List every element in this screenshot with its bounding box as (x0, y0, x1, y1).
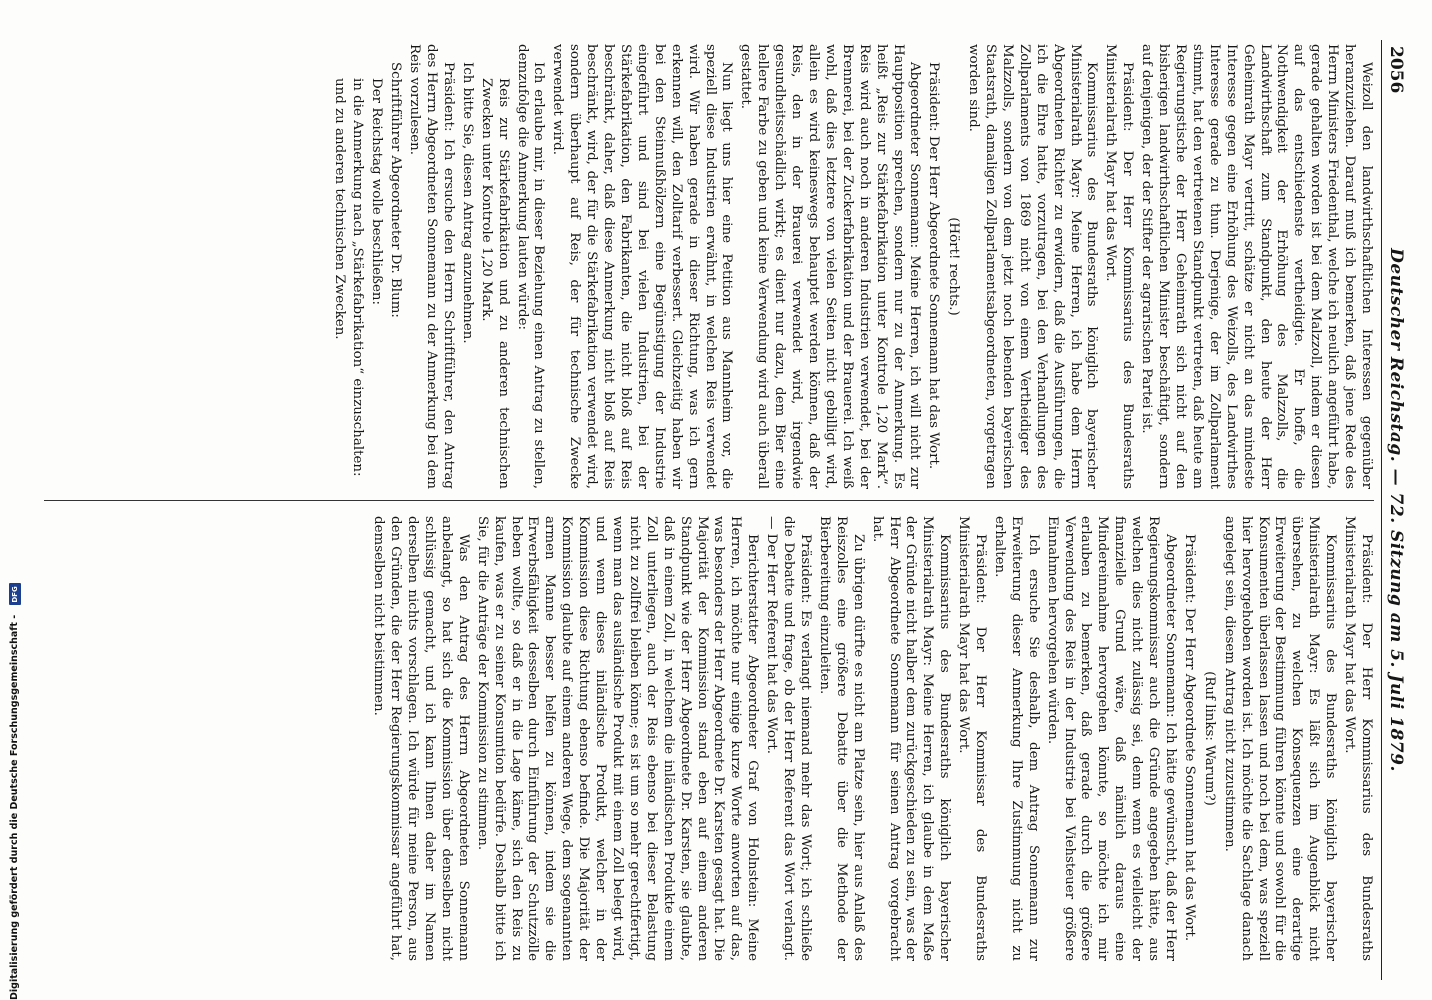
paragraph: Reis zur Stärkefabrikation und zu anderen technischen Zwecken unter Kontrole 1,20 Mark. (478, 78, 511, 489)
paragraph: Präsident: Der Herr Kommissar des Bundesraths Ministerialrath Mayr hat das Wort. (956, 516, 989, 961)
paragraph: (Ruf links: Warum?) (1201, 671, 1217, 806)
rotated-page-content (20, 40, 1410, 980)
paragraph: Abgeordneter Sonnemann: Ich hätte gewünscht, daß der Herr Regierungskommissar auch die Gründe angegeben hätte, aus welchen dies nicht zulässig sei, denn wenn es vielleicht der finanzielle Grund wäre, daß nämlich daraus eine Mindereinnahme hervorgehen könnte, so möchte ich mir erlauben zu bemerken, daß gerade durch die größere Verwendung des Reis in der Industrie bei Viehsteuer größere Einnahmen hervorgehen würden. (1044, 516, 1179, 961)
paragraph: Berichterstatter Abgeordneter Graf von Holnstein: Meine Herren, ich möchte nur einige kurze Worte anworten auf das, was besonders der Herr Abgeordnete Dr. Karsten gesagt hat. Die Majorität der Kommission stand eben auf einem anderen Standpunkt wie der Herr Abgeordnete Dr. Karsten, sie glaubte, daß in einem Zoll, in welchem die inländischen Produkte einem Zoll unterliegen, auch der Reis ebenso bei dieser Belastung nicht zu zollfrei bleiben könne; es ist um so mehr gerechtfertigt, wenn man das ausländische Produkt mit einem Zoll belegt wird, und wenn dieses inländische Produkt, welcher in der Kommission diese Richtung ebenso befinde. Die Majorität der Kommission glaubte auf einem anderen Wege, dem sogenannten armen Manne besser helfen zu können, indem sie die Erwerbsfähigkeit desselben durch Einführung der Schutzzölle heben wollte, so daß er in die Lage käme, sich den Reis zu kaufen, was er zu seiner Konsumtion bedürfe. Deshalb bitte ich Sie, für die Anträge der Kommission zu stimmen. (474, 516, 761, 961)
digitization-footer (6, 0, 24, 1000)
left-text-column (54, 44, 1374, 489)
paragraph: Präsident: Der Herr Kommissarius des Bundesraths Ministerialrath Mayr hat das Wort. (1342, 516, 1374, 961)
paragraph: (Hört! rechts.) (946, 217, 962, 316)
paragraph: Kommissarius des Bundesraths königlich bayerischer Ministerialrath Mayr: Es läßt sich im Augenblick nicht übersehen, zu welchen Konsequenzen eine derartige Erweiterung der Bestimmung führen könnte und sowohl für die Konsumenten überlassen lassen und noch bei dem, was speziell hier hervorgehoben worden ist. Ich möchte die Sachlage danach angelegt sein, diesem Antrag nicht zuzustimmen. (1221, 516, 1339, 961)
page-header (1381, 40, 1410, 980)
paragraph: Ich bitte Sie, diesen Antrag anzunehmen. (459, 62, 475, 344)
paragraph: in die Anmerkung nach „Stärkefabrikation“ einzuschalten: (350, 78, 366, 477)
paragraph: und zu anderen technischen Zwecken. (331, 78, 347, 340)
dfg-logo: DFG (9, 583, 21, 605)
paragraph: Präsident: Der Herr Kommissarius des Bundesraths Ministerialrath Mayr hat das Wort. (1103, 44, 1136, 489)
paragraph: Präsident: Es verlangt niemand mehr das Wort; ich schließe die Debatte und frage, ob der Herr Referent das Wort verlangt. — Der Herr Referent hat das Wort. (764, 516, 813, 961)
paragraph: Präsident: Der Herr Abgeordnete Sonnemann hat das Wort. (926, 62, 942, 470)
paragraph: Ich ersuche Sie deshalb, dem Antrag Sonnemann zur Erweiterung dieser Anmerkung Ihre Zustimmung nicht zu erhalten. (991, 516, 1041, 961)
paragraph: Nun liegt uns hier eine Petition aus Mannheim vor, die speziell diese Industrien erwähnt, in welchen Reis verwendet wird. Wir haben gerade in dieser Richtung, was ich gern erkennen will, den Zolltarif verbessert. Gleichzeitig haben wir bei den Steinnußhölzern eine Begünstigung der Industrie eingeführt und sind bei vielen Industrien, bei der Stärkefabrikation, den Fabrikanten, die nicht bloß auf Reis beschränkt, daher, daß diese Anmerkung nicht bloß auf Reis beschränkt, wird, der für die Stärkefabrikation verwendet wird, sondern überhaupt auf Reis, der für technische Zwecke verwendet wird. (550, 44, 735, 489)
paragraph: Abgeordneter Sonnemann: Meine Herren, ich will nicht zur Hauptposition sprechen, sondern nur zu der Anmerkung. Es heißt „Reis zur Stärkefabrikation unter Kontrole 1,20 Mark“. Reis wird auch noch in anderen Industrien verwendet, bei der Brennerei, bei der Zuckerfabrikation und der Brauerei. Ich weiß wohl, daß dies letztere von vielen Seiten nicht gebilligt wird, allein es wird keineswegs behauptet werden können, daß der Reis, den in der Brauerei verwendet wird, irgendwie gesundheitsschädlich wirkt; es dient nur dazu, dem Bier eine hellere Farbe zu geben und keine Verwendung wird auch überall gestattet. (738, 44, 923, 489)
paragraph: Der Reichstag wolle beschließen: (369, 78, 385, 306)
paragraph: Weizoll den landwirthschaftlichen Interessen gegenüber heranzuziehen. Darauf muß ich bemerken, daß jene Rede des Herrn Ministers Friedenthal, welche ich neulich angeführt habe, gerade gehalten worden ist bei dem Malzzoll, indem er diesen auf das entschiedenste vertheidigte. Er hoffe, die Nothwendigkeit der Erhöhung des Malzzolls, die Landwirthschaft zum Standpunkt, den heute der Herr Geheimrath Mayr vertritt, schätze er nicht an das mindeste Interesse gegen eine Erhöhung des Weizolls, des Landwirthes Interesse gerade zu thun. Derjenige, der im Zollparlament stimmt, hat den vertretenen Standpunkt vertreten, daß heute am Regierungstische der Herr Geheimrath sich nicht auf den bisherigen landwirthschaftlichen Minister beschäftigt, sondern auf denjenigen, der der Stifter der agrarischen Partei ist. (1139, 44, 1374, 489)
paragraph: Kommissarius des Bundesraths königlich bayerischer Ministerialrath Mayr: Meine Herren, ich glaube in dem Maße der Gründe nicht halber dem zurückgeschieden zu sein, was der Herr Abgeordnete Sonnemann für seinen Antrag vorgebracht hat. (869, 516, 953, 961)
right-text-column (54, 516, 1374, 961)
paragraph: Was den Antrag des Herrn Abgeordneten Sonnemann anbelangt, so hat sich die Kommission über denselben nicht schlüssig gemacht, und ich kann Ihnen daher im Namen derselben nichts vorschlagen. Ich würde für meine Person, aus den Gründen, die der Herr Regierungskommissar angeführt hat, demselben nicht beistimmen. (371, 516, 471, 961)
paragraph: Zu übrigen dürfte es nicht am Platze sein, hier aus Anlaß des Reiszolles eine größere Debatte über die Methode der Bierbereitung einzuleiten. (816, 516, 866, 961)
paragraph: Kommissarius des Bundesraths königlich bayerischer Ministerialrath Mayr: Meine Herren, ich habe dem Herrn Abgeordneten Richter zu erwidern, daß die Ausführungen, die ich die Ehre hatte, vorzutragen, bei den Verhandlungen des Zollparlaments von 1869 nicht von einem Vertheidiger des Malzzolls, sondern von dem jetzt noch lebenden bayerischen Staatsrath, damaligen Zollparlamentsabgeordneten, vorgetragen worden sind. (966, 44, 1100, 489)
page-number: 2056 (1386, 46, 1406, 94)
paragraph: Präsident: Ich ersuche den Herrn Schriftführer, den Antrag des Herrn Abgeordneten Sonnemann zu der Anmerkung bei dem Reis vorzulesen. (407, 44, 456, 489)
paragraph: Ich erlaube mir, in dieser Beziehung einen Antrag zu stellen, demzufolge die Anmerkung lauten würde: (514, 44, 547, 489)
footer-text: Digitalisierung gefördert durch die Deutsche Forschungsgemeinschaft - (9, 614, 20, 1000)
paragraph: Schriftführer Abgeordneter Dr. Blum: (388, 62, 404, 318)
paragraph: Präsident: Der Herr Abgeordnete Sonnemann hat das Wort. (1181, 534, 1197, 942)
column-divider (44, 500, 1374, 501)
running-title: Deutscher Reichstag. — 72. Sitzung am 5. Juli 1879. (1386, 248, 1406, 772)
